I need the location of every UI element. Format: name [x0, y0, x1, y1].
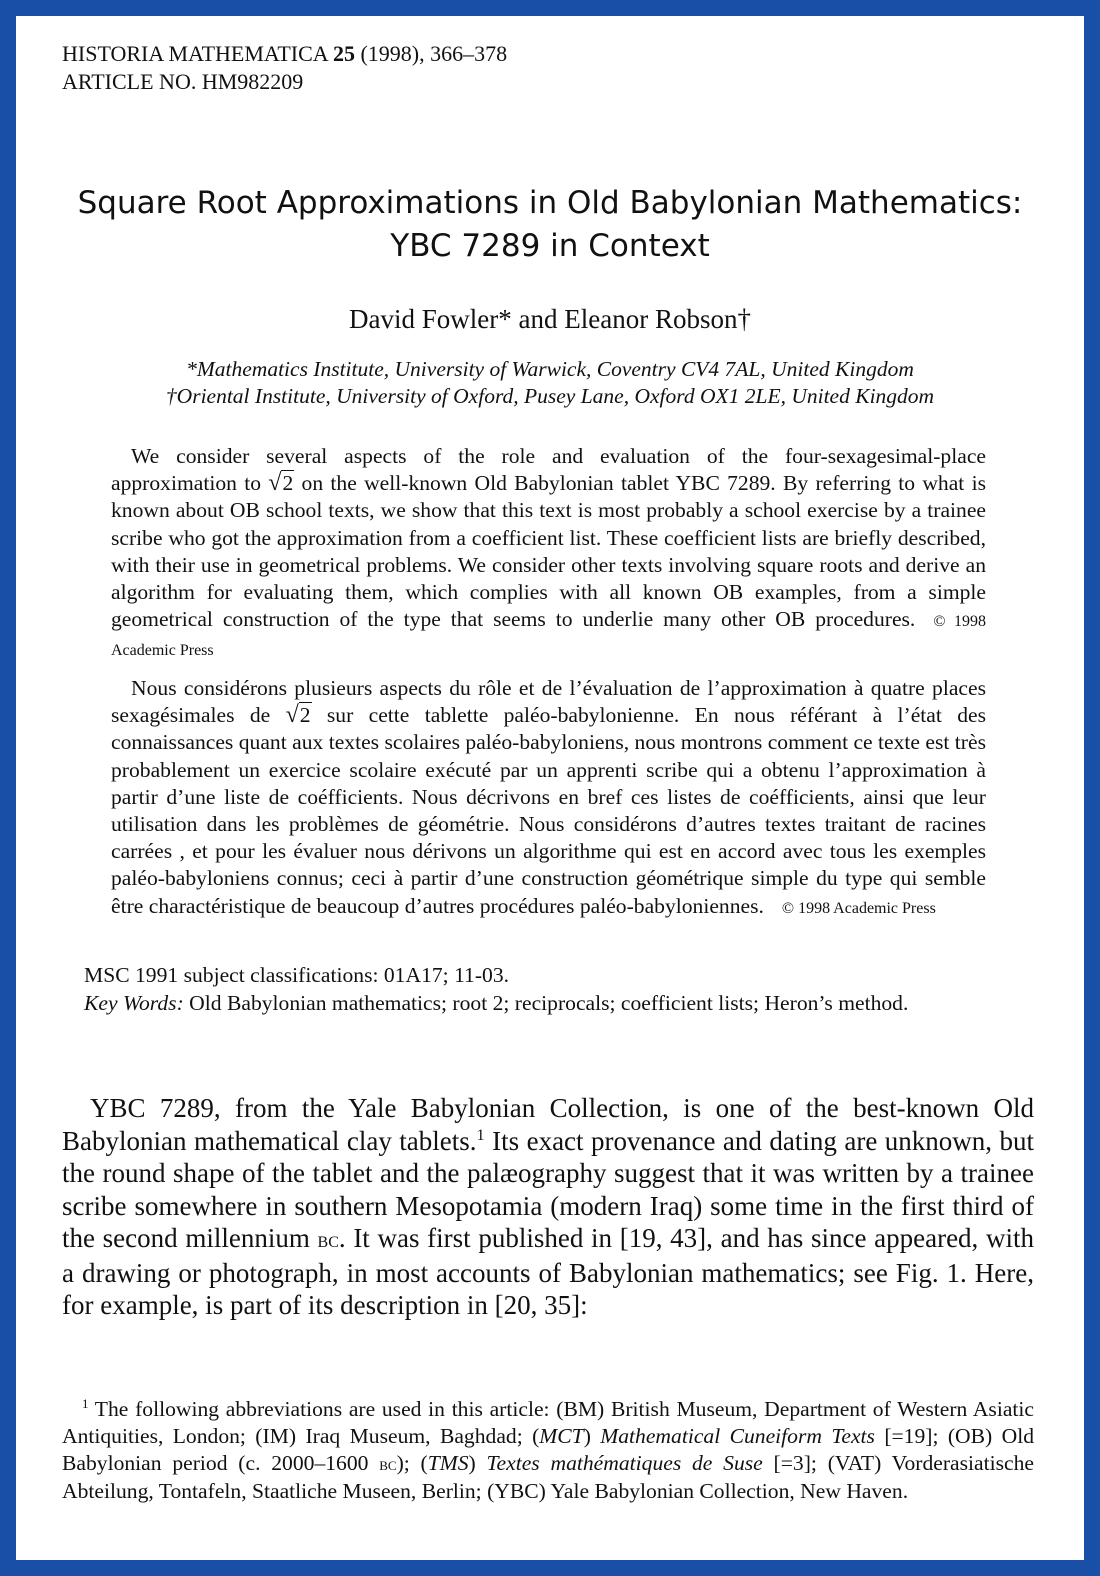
journal-citation	[62, 40, 507, 68]
title-line-1: Square Root Approximations in Old Babylonian Mathematics:	[77, 185, 1023, 221]
body-text-2: Its exact provenance and dating are unknown, but the round shape of the tablet and the palæography suggest that it was written by a trainee scribe somewhere in southern Mesopotamia (modern Iraq) some time in the first third of the second millennium	[62, 1125, 1035, 1253]
footnote-text-2: )	[583, 1424, 601, 1448]
sqrt-argument: 2	[282, 471, 294, 496]
paper-page	[16, 16, 1084, 1560]
abstract-en-text-1: We consider several aspects of the role and evaluation of the four-sexagesimal-place approximation to	[111, 444, 986, 496]
abstract-fr-text-2: sur cette tablette paléo-babylonienne. En nous référant à l’état des connaissances quant aux textes scolaires paléo-babyloniens, nous montrons comment ce texte est très probablement un exercice scolaire exécuté par un apprenti scribe qui a obtenu l’approximation à partir d’une liste de coéfficients. Nous décrivons en bref ces listes de coéfficients, ainsi que leur utilisation dans les problèmes de géométrie. Nous considérons d’autres textes traitant de racines carrées , et pour les évaluer nous dérivons un algorithme qui est en accord avec tous les exemples paléo-babyloniens connus; ceci à partir d’une construction géométrique simple du type qui semble être charactéristique de beaucoup d’autres procédures paléo-babyloniennes.	[111, 703, 986, 918]
sqrt-symbol: √2	[268, 470, 294, 497]
footnote-reference: 1	[476, 1125, 485, 1144]
footnote-text-5: )	[468, 1451, 487, 1475]
abstract-fr-text-1: Nous considérons plusieurs aspects du rôle et de l’évaluation de l’approximation à quatre places sexagésimales de	[111, 676, 986, 728]
footnote-mct-abbrev: MCT	[539, 1424, 584, 1448]
footnote-tms-abbrev: TMS	[427, 1451, 469, 1475]
abstract-en-text-2: on the well-known Old Babylonian tablet YBC 7289. By referring to what is known about OB school texts, we show that this text is most probably a school exercise by a trainee scribe who got the approximation from a coefficient list. These coefficient lists are briefly described, with their use in geometrical problems. We consider other texts involving square roots and derive an algorithm for evaluating them, which complies with all known OB examples, from a simple geometrical construction of the type that seems to underlie many other OB procedures.	[111, 471, 986, 632]
affiliation-oxford: †Oriental Institute, University of Oxford, Pusey Lane, Oxford OX1 2LE, United Kingdom	[165, 384, 935, 408]
footnote-text-4: ); (	[396, 1451, 428, 1475]
abstract-english	[111, 443, 986, 665]
journal-year-pages: (1998), 366–378	[360, 41, 508, 66]
authors: David Fowler* and Eleanor Robson†	[349, 304, 751, 334]
bc-abbrev: bc	[379, 1454, 397, 1474]
body-text-1: YBC 7289, from the Yale Babylonian Collection, is one of the best-known Old Babylonian mathematical clay tablets.	[62, 1093, 1034, 1156]
journal-header	[62, 40, 507, 96]
sqrt-argument: 2	[299, 703, 311, 728]
footnote-text-1: The following abbreviations are used in this article: (BM) British Museum, Department of Western Asiatic Antiquities, London; (IM) Iraq Museum, Baghdad; (	[62, 1397, 1034, 1448]
keywords	[84, 989, 1044, 1017]
affiliations	[16, 356, 1084, 410]
footnote-tms-title: Textes mathématiques de Suse	[486, 1451, 763, 1475]
journal-volume: 25	[332, 41, 355, 66]
msc-classifications: MSC 1991 subject classifications: 01A17; 11-03.	[84, 963, 510, 987]
journal-name: HISTORIA MATHEMATICA	[62, 41, 328, 66]
affiliation-warwick: *Mathematics Institute, University of Warwick, Coventry CV4 7AL, United Kingdom	[186, 357, 914, 381]
classification-block	[84, 961, 1044, 1017]
article-number: ARTICLE NO. HM982209	[62, 69, 304, 94]
footnote-text-3: [=19]; (OB) Old Babylonian period (c. 2000–1600	[62, 1424, 1034, 1475]
footnote-mct-title: Mathematical Cuneiform Texts	[600, 1424, 875, 1448]
keywords-text: Old Babylonian mathematics; root 2; reciprocals; coefficient lists; Heron’s method.	[183, 991, 909, 1015]
footnote-text-6: [=3]; (VAT) Vorderasiatische Abteilung, Tontafeln, Staatliche Museen, Berlin; (YBC) Yale Babylonian Collection, New Haven.	[62, 1451, 1034, 1503]
keywords-label: Key Words:	[84, 991, 184, 1015]
copyright-notice: © 1998 Academic Press	[111, 613, 986, 660]
bc-abbrev: bc	[317, 1227, 339, 1252]
paper-title	[16, 182, 1084, 268]
title-line-2: YBC 7289 in Context	[390, 228, 710, 264]
sqrt-symbol: √2	[285, 702, 311, 729]
copyright-notice: © 1998 Academic Press	[781, 899, 936, 917]
body-paragraph	[62, 1092, 1034, 1322]
footnote	[62, 1396, 1034, 1505]
footnote-mark: 1	[82, 1395, 89, 1411]
body-text-3: . It was first published in [19, 43], and has since appeared, with a drawing or photograph, in most accounts of Babylonian mathematics; see Fig. 1. Here, for example, is part of its description in [20, 35]:	[62, 1223, 1034, 1320]
abstract-french	[111, 675, 986, 922]
